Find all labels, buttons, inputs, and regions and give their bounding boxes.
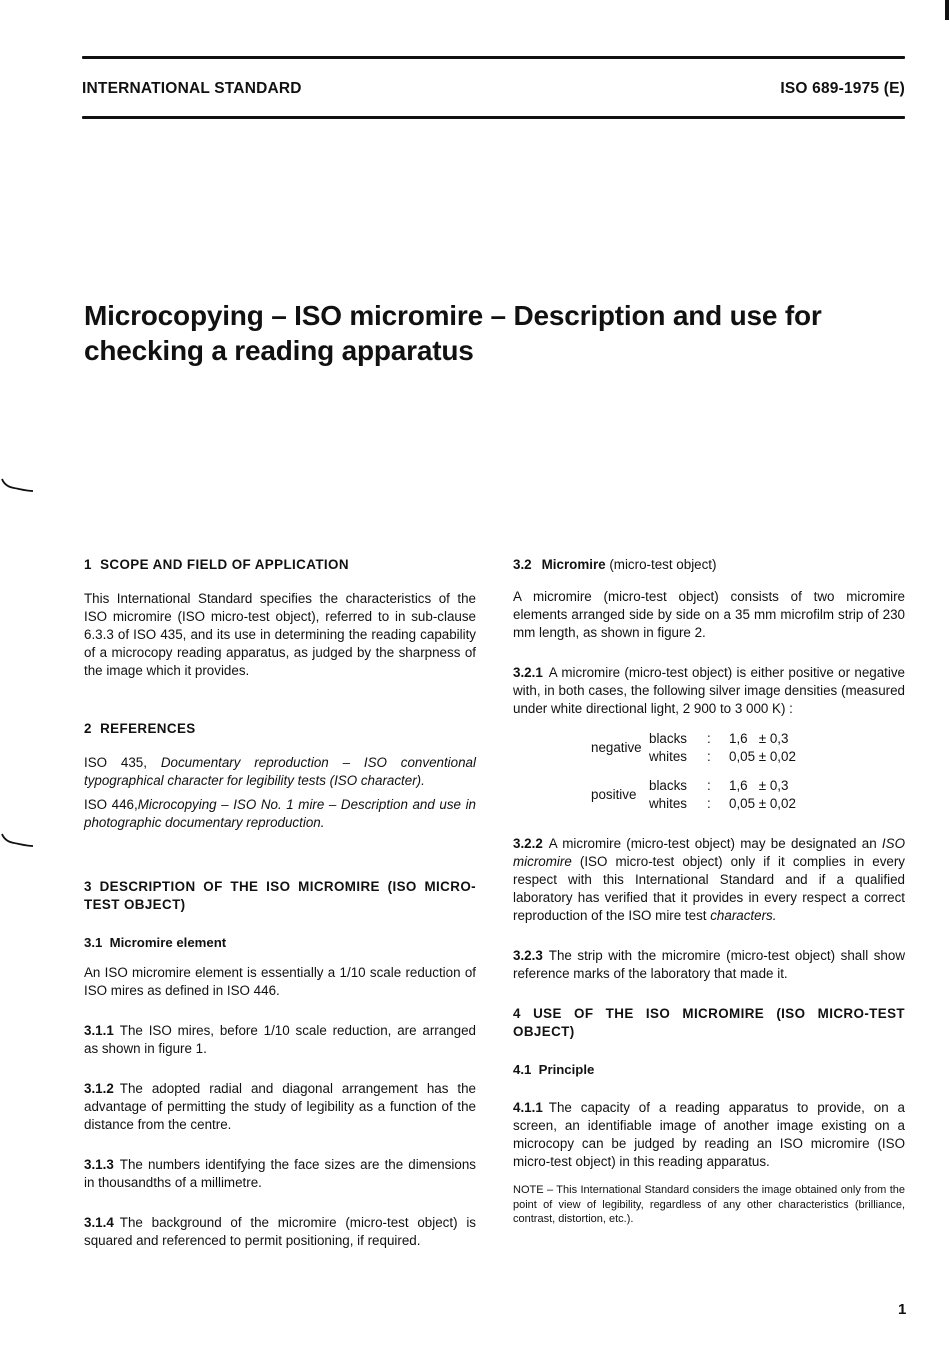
section-3-heading: 3 DESCRIPTION OF THE ISO MICROMIRE (ISO MICRO-TEST OBJECT) (84, 879, 476, 912)
density-group-positive (591, 777, 821, 813)
right-column (513, 556, 905, 1227)
scan-edge-mark (945, 0, 949, 20)
left-column (84, 556, 476, 1250)
title-line-1: Microcopying – ISO micromire – Description and use for (84, 300, 822, 331)
density-value: 0,05 ± 0,02 (729, 749, 796, 764)
density-separator: : (707, 796, 711, 811)
section-3-2-heading (513, 556, 905, 574)
note: NOTE – This International Standard considers the image obtained only from the point of view of legibility, regardless of any other characteristics (brilliance, contrast, distortion, etc.). (513, 1184, 905, 1225)
section-2-heading: 2 REFERENCES (84, 721, 196, 736)
clause-number: 3.2.3 (513, 948, 543, 963)
density-value: 0,05 ± 0,02 (729, 796, 796, 811)
density-kind: positive (591, 787, 637, 802)
clause-3-1-2 (84, 1080, 476, 1134)
density-rows (649, 730, 796, 766)
density-row (649, 730, 796, 748)
clause-number: 3.1.3 (84, 1157, 114, 1172)
binding-mark-icon (0, 833, 34, 847)
density-label: blacks (649, 731, 687, 746)
density-label: blacks (649, 778, 687, 793)
header-standard-label: INTERNATIONAL STANDARD (82, 80, 302, 97)
clause-number: 3.2 (513, 557, 532, 572)
binding-mark-icon (0, 478, 34, 492)
density-separator: : (707, 749, 711, 764)
reference-title: Microcopying – ISO No. 1 mire – Description and use in photographic documentary reproduction. (84, 797, 476, 830)
header-standard-number: ISO 689-1975 (E) (780, 80, 905, 97)
clause-text: (ISO micro-test object) only if it complies in every respect with this International Standard and if a qualified laboratory has verified that it provides in every respect a correct reproduction of the ISO mire test (513, 854, 905, 923)
heading-bold: Micromire (541, 557, 606, 572)
density-kind: negative (591, 740, 642, 755)
clause-text: The adopted radial and diagonal arrangement has the advantage of permitting the study of legibility as a function of the distance from the centre. (84, 1081, 476, 1132)
clause-number: 3.1.1 (84, 1023, 114, 1038)
clause-3-2-3 (513, 947, 905, 983)
clause-text: A micromire (micro-test object) is either positive or negative with, in both cases, the following silver image densities (measured under white directional light, 2 900 to 3 000 K) : (513, 665, 905, 716)
heading-rest: (micro-test object) (605, 557, 717, 572)
density-row (649, 748, 796, 766)
clause-text-italic: characters. (710, 908, 777, 923)
page-number: 1 (898, 1301, 907, 1318)
clause-3-1-3 (84, 1156, 476, 1192)
title-line-2: checking a reading apparatus (84, 335, 474, 366)
section-4-1-heading: 4.1 Principle (513, 1062, 595, 1077)
clause-3-2-2 (513, 835, 905, 925)
clause-number: 4.1.1 (513, 1100, 543, 1115)
clause-3-2-1 (513, 664, 905, 718)
density-label: whites (649, 796, 687, 811)
section-1-body: This International Standard specifies the characteristics of the ISO micromire (ISO micro-test object), referred to in sub-clause 6.3.3 of ISO 435, and its use in determining the reading capability of a microcopy reading apparatus, as judged by the sharpness of the image which it provides. (84, 591, 476, 678)
reference-title: Documentary reproduction – ISO conventional typographical character for legibility tests (ISO character). (84, 755, 476, 788)
clause-text: The ISO mires, before 1/10 scale reduction, are arranged as shown in figure 1. (84, 1023, 476, 1056)
clause-text: The background of the micromire (micro-test object) is squared and referenced to permit positioning, if required. (84, 1215, 476, 1248)
density-value: 1,6 ± 0,3 (729, 778, 789, 793)
reference-code: ISO 435, (84, 755, 147, 770)
clause-text-italic: ISO micromire (513, 836, 905, 869)
section-4-heading: 4 USE OF THE ISO MICROMIRE (ISO MICRO-TEST OBJECT) (513, 1006, 905, 1039)
density-label: whites (649, 749, 687, 764)
header-bottom-rule (82, 116, 905, 119)
section-3-1-body: An ISO micromire element is essentially a 1/10 scale reduction of ISO mires as defined in ISO 446. (84, 965, 476, 998)
header-top-rule (82, 56, 905, 59)
clause-text: The capacity of a reading apparatus to provide, on a screen, an identifiable image of another image existing on a microcopy can be judged by reading an ISO micromire (ISO micro-test object) in this reading apparatus. (513, 1100, 905, 1169)
density-separator: : (707, 778, 711, 793)
density-value: 1,6 ± 0,3 (729, 731, 789, 746)
clause-number: 3.2.2 (513, 836, 543, 851)
reference-code: ISO 446, (84, 797, 138, 812)
reference-iso-435 (84, 754, 476, 790)
density-separator: : (707, 731, 711, 746)
clause-text: The strip with the micromire (micro-test object) shall show reference marks of the laboratory that made it. (513, 948, 905, 981)
clause-text: A micromire (micro-test object) may be designated an (548, 836, 882, 851)
clause-number: 3.1.4 (84, 1215, 114, 1230)
clause-4-1-1 (513, 1099, 905, 1171)
density-row (649, 777, 796, 795)
running-header (82, 80, 905, 98)
section-1-heading: 1 SCOPE AND FIELD OF APPLICATION (84, 557, 349, 572)
reference-iso-446 (84, 796, 476, 832)
document-title (84, 298, 904, 368)
clause-3-1-1 (84, 1022, 476, 1058)
density-rows (649, 777, 796, 813)
clause-number: 3.2.1 (513, 665, 543, 680)
density-group-negative (591, 730, 821, 766)
clause-number: 3.1.2 (84, 1081, 114, 1096)
section-3-2-body: A micromire (micro-test object) consists of two micromire elements arranged side by side on a 35 mm microfilm strip of 230 mm length, as shown in figure 2. (513, 589, 905, 640)
density-table (591, 730, 821, 813)
section-3-1-heading: 3.1 Micromire element (84, 935, 227, 950)
clause-3-1-4 (84, 1214, 476, 1250)
clause-text: The numbers identifying the face sizes are the dimensions in thousandths of a millimetre. (84, 1157, 476, 1190)
density-row (649, 795, 796, 813)
